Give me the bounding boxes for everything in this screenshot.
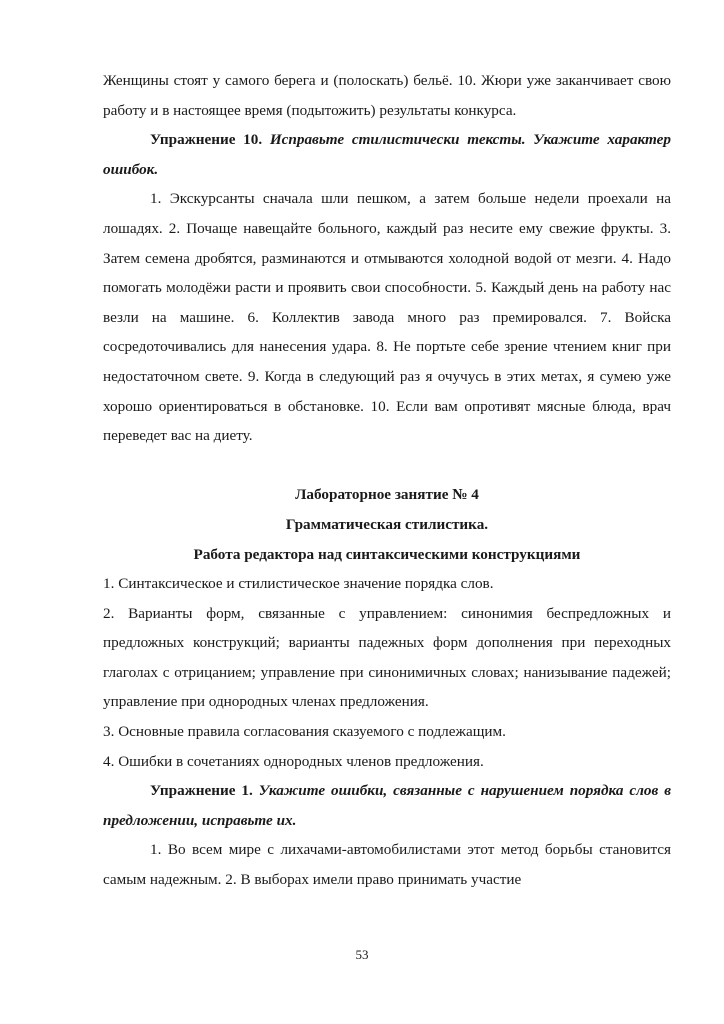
lab-title: Лабораторное занятие № 4 xyxy=(295,486,479,504)
page-content xyxy=(103,66,671,895)
lab-subtitle: Грамматическая стилистика. xyxy=(285,515,489,533)
spacer xyxy=(103,451,671,481)
list-item: 1. Синтаксическое и стилистическое значение порядка слов. xyxy=(103,575,494,593)
list-item: 3. Основные правила согласования сказуемого с подлежащим. xyxy=(103,723,506,741)
exercise-1-text: 1. Во всем мире с лихачами-автомобилистами этот метод борьбы становится самым надежным. 2. В выборах имели право принимать участие xyxy=(103,841,671,889)
exercise-10-text: 1. Экскурсанты сначала шли пешком, а затем больше недели проехали на лошадях. 2. Почаще навещайте больного, каждый раз несите ему свежие фрукты. 3. Затем семена дробятся, разминаются и отмываются холодной водой от мезги. 4. Надо помогать молодёжи расти и проявить свои способности. 5. Каждый день на работу нас везли на машине. 6. Коллектив завода много раз премировался. 7. Войска сосредоточивались для нанесения удара. 8. Не портьте себе зрение чтением книг при недостаточном свете. 9. Когда в следующий раз я очучусь в этих метах, я сумею уже хорошо ориентироваться в обстановке. 10. Если вам опротивят мясные блюда, врач переведет вас на диету. xyxy=(103,190,671,445)
exercise-10-label: Упражнение 10. xyxy=(150,131,263,149)
list-item: 2. Варианты форм, связанные с управлением: синонимия беспредложных и предложных конструкций; варианты падежных форм дополнения при переходных глаголах с отрицанием; управление при синонимичных словах; нанизывание падежей; управление при однородных членах предложения. xyxy=(103,604,671,711)
exercise-10-task: Исправьте стилистически тексты. Укажите характер ошибок. xyxy=(103,131,671,178)
lab-subtitle-2: Работа редактора над синтаксическими конструкциями xyxy=(193,545,581,563)
exercise-1-label: Упражнение 1. xyxy=(150,782,253,800)
page-number: 53 xyxy=(355,947,369,962)
list-item: 4. Ошибки в сочетаниях однородных членов предложения. xyxy=(103,752,484,770)
exercise-10-heading xyxy=(103,125,671,184)
paragraph-continuation: Женщины стоят у самого берега и (полоскать) бельё. 10. Жюри уже заканчивает свою работу и в настоящее время (подытожить) результаты конкурса. xyxy=(103,72,671,119)
exercise-1-task: Укажите ошибки, связанные с нарушением порядка слов в предложении, исправьте их. xyxy=(103,782,671,829)
exercise-1-heading xyxy=(103,776,671,835)
